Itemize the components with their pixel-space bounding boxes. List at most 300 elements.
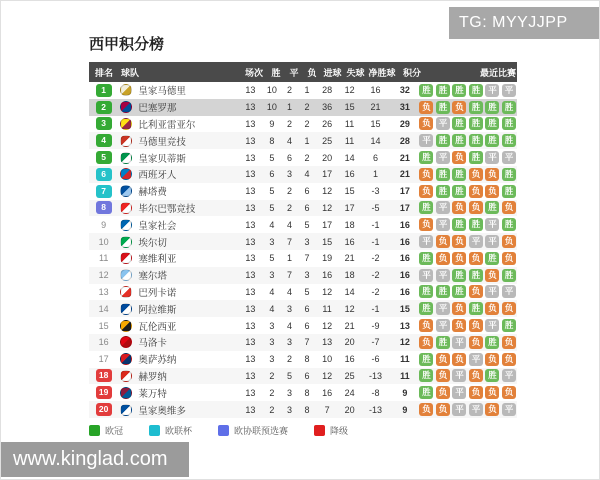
table-row[interactable]: [89, 334, 517, 351]
form-result-badge: 负: [469, 252, 483, 265]
form-result-badge: 负: [452, 151, 466, 164]
team-cell: [118, 386, 237, 400]
form-result-badge: 负: [485, 168, 499, 181]
losses-cell: 2: [304, 102, 310, 113]
team-cell: [118, 369, 237, 383]
table-row[interactable]: [89, 317, 517, 334]
team-name: 马洛卡: [138, 338, 167, 350]
points-cell: 13: [399, 320, 410, 331]
form-result-badge: 负: [452, 353, 466, 366]
losses-cell: 8: [304, 387, 310, 398]
form-result-badge: 平: [419, 235, 433, 248]
rank-cell: [89, 185, 118, 198]
form-result-badge: 胜: [452, 84, 466, 97]
form-result-badge: 平: [436, 218, 450, 231]
losses-cell: 8: [304, 354, 310, 365]
goal-diff-cell: -9: [371, 320, 380, 331]
losses-cell: 1: [304, 135, 310, 146]
recent-form-cell: [419, 168, 517, 181]
draws-cell: 2: [286, 186, 292, 197]
form-result-badge: 胜: [469, 302, 483, 315]
table-row[interactable]: [89, 250, 517, 267]
team-name: 皇家马德里: [138, 86, 186, 98]
team-name: 阿拉维斯: [138, 304, 177, 316]
played-cell: 13: [245, 152, 256, 163]
form-result-badge: 胜: [452, 168, 466, 181]
form-result-badge: 胜: [485, 101, 499, 114]
table-row[interactable]: [89, 216, 517, 233]
goals-for-cell: 19: [322, 253, 333, 264]
points-cell: 21: [399, 152, 410, 163]
team-name: 塞尔塔: [138, 271, 167, 283]
form-result-badge: 胜: [419, 302, 433, 315]
rank-label: 10: [98, 236, 109, 247]
table-row[interactable]: [89, 284, 517, 301]
wins-cell: 3: [269, 320, 275, 331]
form-result-badge: 胜: [452, 285, 466, 298]
form-result-badge: 平: [502, 403, 516, 416]
rank-cell: [89, 287, 118, 297]
form-result-badge: 胜: [502, 185, 516, 198]
club-crest-icon: [120, 320, 132, 332]
club-crest-icon: [120, 118, 132, 130]
draws-cell: 4: [286, 135, 292, 146]
goal-diff-cell: -1: [371, 219, 380, 230]
rank-cell: [89, 253, 118, 263]
form-result-badge: 负: [419, 218, 433, 231]
goal-diff-cell: 6: [372, 152, 378, 163]
form-result-badge: 胜: [469, 151, 483, 164]
goal-diff-cell: -1: [371, 236, 380, 247]
wins-cell: 2: [269, 370, 275, 381]
rank-cell: [89, 386, 118, 399]
rank-cell: [89, 220, 118, 230]
losses-cell: 2: [304, 152, 310, 163]
recent-form-cell: [419, 369, 517, 382]
recent-form-cell: [419, 151, 517, 164]
losses-cell: 5: [304, 286, 310, 297]
form-result-badge: 负: [419, 319, 433, 332]
club-crest-icon: [120, 236, 132, 248]
form-result-badge: 胜: [452, 117, 466, 130]
rank-cell: [89, 304, 118, 314]
form-result-badge: 负: [436, 235, 450, 248]
form-result-badge: 平: [502, 84, 516, 97]
form-result-badge: 胜: [502, 117, 516, 130]
rank-cell: [89, 237, 118, 247]
table-row[interactable]: [89, 99, 517, 116]
team-cell: [118, 184, 237, 198]
form-result-badge: 平: [436, 269, 450, 282]
table-row[interactable]: [89, 82, 517, 99]
rank-label: 12: [98, 270, 109, 281]
losses-cell: 8: [304, 404, 310, 415]
rank-label: 9: [101, 219, 107, 230]
team-name: 巴列卡诺: [138, 287, 177, 299]
team-cell: [118, 235, 237, 249]
form-result-badge: 负: [469, 386, 483, 399]
form-result-badge: 胜: [502, 319, 516, 332]
team-name: 瓦伦西亚: [138, 321, 177, 333]
wins-cell: 10: [266, 102, 277, 113]
form-result-badge: 胜: [469, 218, 483, 231]
club-crest-icon: [120, 269, 132, 281]
team-name: 比利亚雷亚尔: [138, 119, 196, 131]
form-result-badge: 负: [502, 386, 516, 399]
played-cell: 13: [245, 370, 256, 381]
played-cell: 13: [245, 286, 256, 297]
team-cell: [118, 285, 237, 299]
club-crest-icon: [120, 353, 132, 365]
form-result-badge: 平: [485, 84, 499, 97]
form-result-badge: 胜: [419, 369, 433, 382]
legend-label: 欧冠: [105, 425, 124, 436]
club-crest-icon: [120, 404, 132, 416]
form-result-badge: 胜: [485, 201, 499, 214]
form-result-badge: 负: [452, 252, 466, 265]
recent-form-cell: [419, 319, 517, 332]
team-name: 巴塞罗那: [138, 103, 177, 115]
form-result-badge: 胜: [469, 134, 483, 147]
form-result-badge: 负: [502, 252, 516, 265]
legend-swatch-icon: [218, 425, 229, 436]
team-cell: [118, 167, 237, 181]
goals-against-cell: 25: [344, 370, 355, 381]
table-row[interactable]: [89, 166, 517, 183]
form-result-badge: 胜: [485, 117, 499, 130]
goals-against-cell: 20: [344, 404, 355, 415]
points-cell: 17: [399, 186, 410, 197]
goals-for-cell: 12: [322, 202, 333, 213]
column-header-d: 平: [289, 67, 299, 78]
goal-diff-cell: -2: [371, 270, 380, 281]
recent-form-cell: [419, 101, 517, 114]
goals-for-cell: 12: [322, 370, 333, 381]
form-result-badge: 负: [502, 235, 516, 248]
rank-cell: [89, 201, 118, 214]
form-result-badge: 平: [452, 386, 466, 399]
goal-diff-cell: -8: [371, 387, 380, 398]
form-result-badge: 负: [436, 369, 450, 382]
table-row[interactable]: [89, 116, 517, 133]
team-cell: [118, 151, 237, 165]
club-crest-icon: [120, 185, 132, 197]
form-result-badge: 负: [419, 101, 433, 114]
page-title: 西甲积分榜: [89, 36, 165, 53]
played-cell: 13: [245, 102, 256, 113]
form-result-badge: 平: [436, 302, 450, 315]
column-header-played: 场次: [244, 67, 263, 78]
goals-against-cell: 15: [344, 102, 355, 113]
rank-badge: 8: [96, 201, 112, 214]
goals-against-cell: 21: [344, 320, 355, 331]
form-result-badge: 平: [419, 269, 433, 282]
table-row[interactable]: [89, 132, 517, 149]
goals-for-cell: 16: [322, 270, 333, 281]
table-row[interactable]: [89, 384, 517, 401]
rank-cell: [89, 168, 118, 181]
draws-cell: 6: [286, 152, 292, 163]
form-result-badge: 胜: [419, 353, 433, 366]
rank-cell: [89, 337, 118, 347]
form-result-badge: 负: [419, 185, 433, 198]
team-name: 莱万特: [138, 388, 167, 400]
rank-label: 16: [98, 337, 109, 348]
form-result-badge: 胜: [452, 185, 466, 198]
team-cell: [118, 100, 237, 114]
table-row[interactable]: [89, 401, 517, 418]
recent-form-cell: [419, 235, 517, 248]
form-result-badge: 胜: [469, 117, 483, 130]
wins-cell: 5: [269, 186, 275, 197]
draws-cell: 1: [286, 253, 292, 264]
form-result-badge: 胜: [436, 336, 450, 349]
legend-item-ucl: [89, 424, 123, 437]
rank-label: 15: [98, 320, 109, 331]
wins-cell: 5: [269, 253, 275, 264]
draws-cell: 5: [286, 370, 292, 381]
points-cell: 17: [399, 202, 410, 213]
rank-label: 13: [98, 286, 109, 297]
legend-item-relegation: [314, 424, 348, 437]
played-cell: 13: [245, 404, 256, 415]
played-cell: 13: [245, 354, 256, 365]
form-result-badge: 负: [485, 403, 499, 416]
goals-against-cell: 18: [344, 270, 355, 281]
club-crest-icon: [120, 152, 132, 164]
goal-diff-cell: 15: [370, 118, 381, 129]
rank-cell: [89, 354, 118, 364]
team-cell: [118, 251, 237, 265]
column-header-l: 负: [307, 67, 317, 78]
points-cell: 32: [399, 85, 410, 96]
played-cell: 13: [245, 85, 256, 96]
goal-diff-cell: -7: [371, 337, 380, 348]
form-result-badge: 平: [436, 319, 450, 332]
legend-item-uel: [149, 424, 192, 437]
form-result-badge: 平: [469, 403, 483, 416]
goals-for-cell: 17: [322, 219, 333, 230]
legend-label: 欧联杯: [165, 425, 193, 436]
points-cell: 29: [399, 118, 410, 129]
table-row[interactable]: [89, 351, 517, 368]
form-result-badge: 胜: [436, 168, 450, 181]
recent-form-cell: [419, 201, 517, 214]
draws-cell: 7: [286, 270, 292, 281]
rank-badge: 3: [96, 117, 112, 130]
goal-diff-cell: -2: [371, 286, 380, 297]
goals-for-cell: 15: [322, 236, 333, 247]
draws-cell: 2: [286, 85, 292, 96]
team-name: 皇家奥维多: [138, 405, 186, 417]
form-result-badge: 平: [436, 201, 450, 214]
recent-form-cell: [419, 218, 517, 231]
table-row[interactable]: [89, 200, 517, 217]
draws-cell: 3: [286, 387, 292, 398]
form-result-badge: 胜: [436, 134, 450, 147]
goals-for-cell: 12: [322, 286, 333, 297]
goals-against-cell: 14: [344, 286, 355, 297]
club-crest-icon: [120, 336, 132, 348]
legend-swatch-icon: [89, 425, 100, 436]
team-name: 马德里竞技: [138, 136, 186, 148]
column-header-team: 球队: [121, 67, 140, 78]
rank-cell: [89, 403, 118, 416]
legend-swatch-icon: [314, 425, 325, 436]
team-cell: [118, 218, 237, 232]
team-cell: [118, 335, 237, 349]
form-result-badge: 平: [469, 353, 483, 366]
form-result-badge: 胜: [419, 151, 433, 164]
team-cell: [118, 319, 237, 333]
recent-form-cell: [419, 403, 517, 416]
form-result-badge: 负: [502, 336, 516, 349]
goals-against-cell: 16: [344, 236, 355, 247]
form-result-badge: 胜: [469, 84, 483, 97]
wins-cell: 3: [269, 354, 275, 365]
goals-against-cell: 16: [344, 169, 355, 180]
points-cell: 11: [400, 354, 410, 365]
club-crest-icon: [120, 219, 132, 231]
column-header-w: 胜: [271, 67, 281, 78]
table-row[interactable]: [89, 233, 517, 250]
form-result-badge: 胜: [419, 201, 433, 214]
goal-diff-cell: 16: [370, 85, 381, 96]
club-crest-icon: [120, 387, 132, 399]
team-name: 埃尔切: [138, 237, 167, 249]
form-result-badge: 胜: [436, 285, 450, 298]
column-header-form: 最近比赛: [479, 67, 516, 78]
form-result-badge: 胜: [485, 336, 499, 349]
recent-form-cell: [419, 84, 517, 97]
form-result-badge: 平: [436, 117, 450, 130]
form-result-badge: 负: [419, 403, 433, 416]
goals-for-cell: 28: [322, 85, 333, 96]
played-cell: 13: [245, 253, 256, 264]
form-result-badge: 负: [469, 168, 483, 181]
form-result-badge: 负: [452, 319, 466, 332]
form-result-badge: 负: [452, 101, 466, 114]
goals-for-cell: 16: [322, 387, 333, 398]
recent-form-cell: [419, 285, 517, 298]
losses-cell: 7: [304, 337, 310, 348]
rank-label: 14: [98, 303, 109, 314]
goals-against-cell: 24: [344, 387, 355, 398]
rank-cell: [89, 369, 118, 382]
team-name: 赫罗纳: [138, 371, 167, 383]
table-row[interactable]: [89, 300, 517, 317]
table-row[interactable]: [89, 267, 517, 284]
goal-diff-cell: -13: [368, 404, 382, 415]
goals-for-cell: 12: [322, 186, 333, 197]
club-crest-icon: [120, 370, 132, 382]
form-result-badge: 负: [485, 185, 499, 198]
goals-against-cell: 11: [344, 118, 355, 129]
form-result-badge: 负: [452, 201, 466, 214]
form-result-badge: 负: [502, 353, 516, 366]
wins-cell: 4: [269, 303, 275, 314]
draws-cell: 3: [286, 169, 292, 180]
rank-badge: 20: [96, 403, 112, 416]
losses-cell: 6: [304, 303, 310, 314]
rank-cell: [89, 151, 118, 164]
losses-cell: 6: [304, 186, 310, 197]
goal-diff-cell: -5: [371, 202, 380, 213]
form-result-badge: 胜: [485, 369, 499, 382]
recent-form-cell: [419, 302, 517, 315]
team-name: 皇家贝蒂斯: [138, 153, 186, 165]
wins-cell: 3: [269, 236, 275, 247]
played-cell: 13: [245, 135, 256, 146]
rank-badge: 19: [96, 386, 112, 399]
form-result-badge: 负: [452, 302, 466, 315]
rank-badge: 2: [96, 101, 112, 114]
losses-cell: 3: [304, 270, 310, 281]
played-cell: 13: [245, 387, 256, 398]
form-result-badge: 胜: [469, 269, 483, 282]
form-result-badge: 平: [485, 235, 499, 248]
losses-cell: 6: [304, 202, 310, 213]
recent-form-cell: [419, 185, 517, 198]
goals-against-cell: 15: [344, 186, 355, 197]
team-cell: [118, 134, 237, 148]
rank-badge: 18: [96, 369, 112, 382]
form-result-badge: 平: [452, 336, 466, 349]
form-result-badge: 胜: [419, 252, 433, 265]
team-name: 赫塔费: [138, 187, 167, 199]
wins-cell: 5: [269, 152, 275, 163]
draws-cell: 1: [286, 102, 292, 113]
goals-against-cell: 12: [344, 303, 355, 314]
points-cell: 15: [399, 303, 410, 314]
standings-widget: [89, 33, 517, 437]
points-cell: 11: [400, 370, 410, 381]
goals-for-cell: 26: [322, 118, 333, 129]
form-result-badge: 胜: [485, 134, 499, 147]
goals-for-cell: 25: [322, 135, 333, 146]
goals-for-cell: 12: [322, 320, 333, 331]
table-row[interactable]: [89, 149, 517, 166]
draws-cell: 4: [286, 286, 292, 297]
site-watermark: www.kinglad.com: [1, 442, 189, 477]
team-cell: [118, 83, 237, 97]
goal-diff-cell: -6: [371, 354, 380, 365]
points-cell: 16: [399, 236, 410, 247]
form-result-badge: 负: [502, 201, 516, 214]
points-cell: 16: [399, 270, 410, 281]
form-result-badge: 平: [485, 285, 499, 298]
goals-for-cell: 20: [322, 152, 333, 163]
played-cell: 13: [245, 337, 256, 348]
form-result-badge: 平: [452, 369, 466, 382]
losses-cell: 2: [304, 118, 310, 129]
team-cell: [118, 117, 237, 131]
wins-cell: 3: [269, 270, 275, 281]
goal-diff-cell: 1: [372, 169, 378, 180]
form-result-badge: 负: [485, 386, 499, 399]
losses-cell: 4: [304, 169, 310, 180]
table-row[interactable]: [89, 183, 517, 200]
goals-against-cell: 11: [344, 135, 355, 146]
rank-badge: 4: [96, 134, 112, 147]
team-cell: [118, 403, 237, 417]
rank-cell: [89, 270, 118, 280]
form-result-badge: 负: [485, 302, 499, 315]
table-row[interactable]: [89, 368, 517, 385]
form-result-badge: 负: [469, 336, 483, 349]
legend-item-uecl: [218, 424, 288, 437]
goals-for-cell: 7: [324, 404, 330, 415]
